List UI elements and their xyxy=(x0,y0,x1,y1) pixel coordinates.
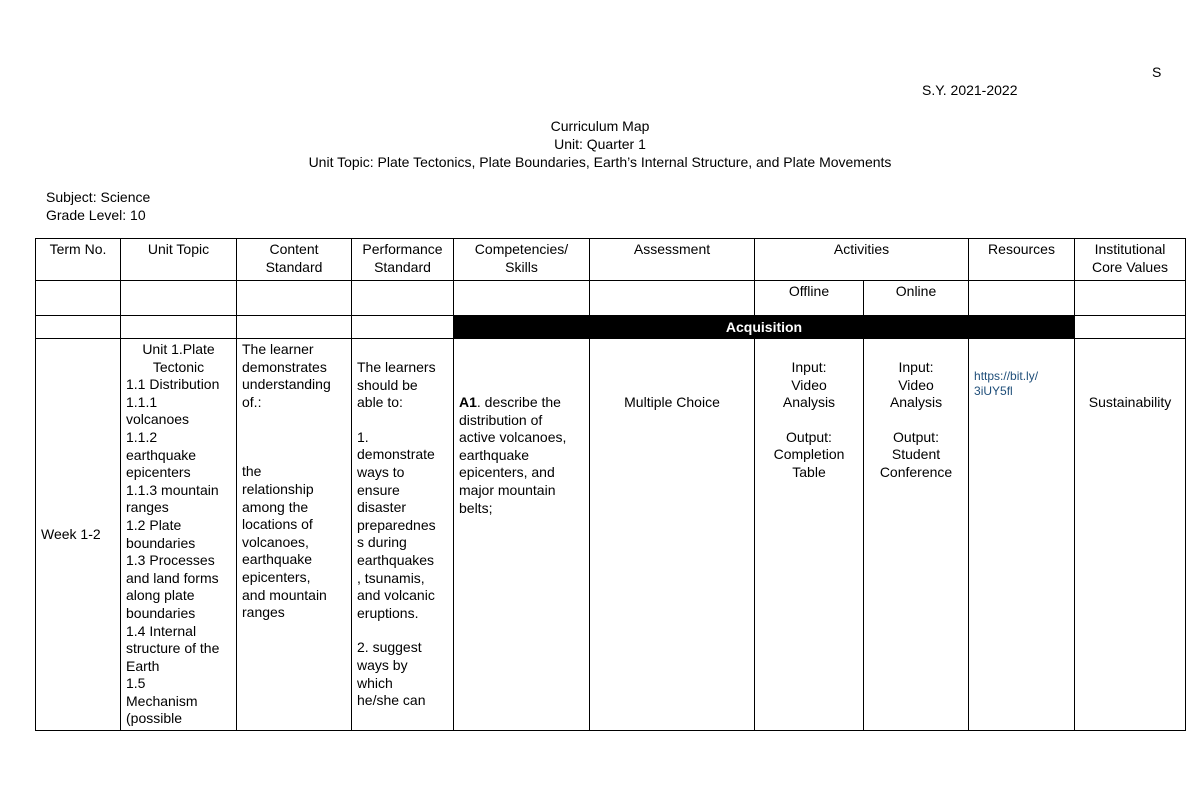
offline-input: Input: Video Analysis xyxy=(782,359,836,411)
empty-cell xyxy=(454,281,590,316)
header-content-standard: Content Standard xyxy=(237,239,352,281)
empty-cell xyxy=(1075,281,1186,316)
unit-topic-cell xyxy=(121,339,237,731)
competency-content xyxy=(459,394,584,517)
content-standard-body: the relationship among the locations of volcanoes, earthquake epicenters, and mountain ranges xyxy=(242,463,327,621)
empty-cell xyxy=(352,281,454,316)
subject-label: Subject: Science xyxy=(46,189,151,205)
empty-cell xyxy=(352,316,454,339)
empty-cell xyxy=(237,281,352,316)
curriculum-map-table xyxy=(35,238,1186,731)
header-assessment: Assessment xyxy=(590,239,755,281)
corner-mark: S xyxy=(1152,64,1162,80)
performance-item-1: 1. demonstrate ways to ensure disaster preparednes s during earthquakes , tsunamis, and volcanic eruptions. xyxy=(357,428,436,621)
acquisition-row xyxy=(36,316,1186,339)
school-year: S.Y. 2021-2022 xyxy=(922,82,1018,98)
header-performance-standard: Performance Standard xyxy=(352,239,454,281)
header-row xyxy=(36,239,1186,281)
empty-cell xyxy=(237,316,352,339)
subheader-row xyxy=(36,281,1186,316)
content-standard-cell xyxy=(237,339,352,731)
empty-cell xyxy=(1075,316,1186,339)
document-title: Curriculum Map xyxy=(550,118,650,134)
offline-activity-cell xyxy=(755,339,864,731)
offline-output: Output: Completion Table xyxy=(773,428,845,480)
core-values-cell xyxy=(1075,339,1186,731)
online-input: Input: Video Analysis xyxy=(889,359,943,411)
header-offline: Offline xyxy=(755,281,864,316)
term-cell: Week 1-2 xyxy=(36,339,121,731)
header-unit-topic: Unit Topic xyxy=(121,239,237,281)
unit-topic-label: Unit Topic: Plate Tectonics, Plate Boundaries, Earth’s Internal Structure, and Plate Movements xyxy=(308,154,892,170)
grade-level-label: Grade Level: 10 xyxy=(46,207,146,223)
header-resources: Resources xyxy=(969,239,1075,281)
header-term: Term No. xyxy=(36,239,121,281)
empty-cell xyxy=(969,281,1075,316)
performance-standard-cell xyxy=(352,339,454,731)
resource-link[interactable]: https://bit.ly/ 3iUY5fl xyxy=(974,369,1039,398)
table-row xyxy=(36,339,1186,731)
header-activities: Activities xyxy=(755,239,969,281)
content-standard-intro: The learner demonstrates understanding of.: xyxy=(242,341,331,410)
empty-cell xyxy=(36,316,121,339)
unit-topic-items: 1.1 Distribution 1.1.1 volcanoes 1.1.2 earthquake epicenters 1.1.3 mountain ranges 1.2 Plate boundaries 1.3 Processes and land forms along plate boundaries 1.4 Internal structure of the Earth 1.5 Mechanism (possible xyxy=(126,376,220,727)
competency-text: . describe the distribution of active volcanoes, earthquake epicenters, and major mountain belts; xyxy=(459,394,567,516)
online-output: Output: Student Conference xyxy=(879,428,953,480)
empty-cell xyxy=(121,316,237,339)
competency-code: A1 xyxy=(459,394,477,410)
competency-cell xyxy=(454,339,590,731)
performance-intro: The learners should be able to: xyxy=(357,359,436,411)
assessment-cell xyxy=(590,339,755,731)
header-competencies: Competencies/ Skills xyxy=(454,239,590,281)
header-core-values: Institutional Core Values xyxy=(1075,239,1186,281)
online-activity-cell xyxy=(864,339,969,731)
resources-cell xyxy=(969,339,1075,731)
header-online: Online xyxy=(864,281,969,316)
empty-cell xyxy=(121,281,237,316)
performance-item-2: 2. suggest ways by which he/she can xyxy=(357,639,426,709)
empty-cell xyxy=(590,281,755,316)
unit-topic-title: Unit 1.Plate Tectonic xyxy=(142,341,215,375)
acquisition-banner: Acquisition xyxy=(454,316,1075,339)
core-value-text: Sustainability xyxy=(1088,394,1172,410)
unit-label: Unit: Quarter 1 xyxy=(554,136,646,152)
assessment-text: Multiple Choice xyxy=(624,394,720,410)
empty-cell xyxy=(36,281,121,316)
